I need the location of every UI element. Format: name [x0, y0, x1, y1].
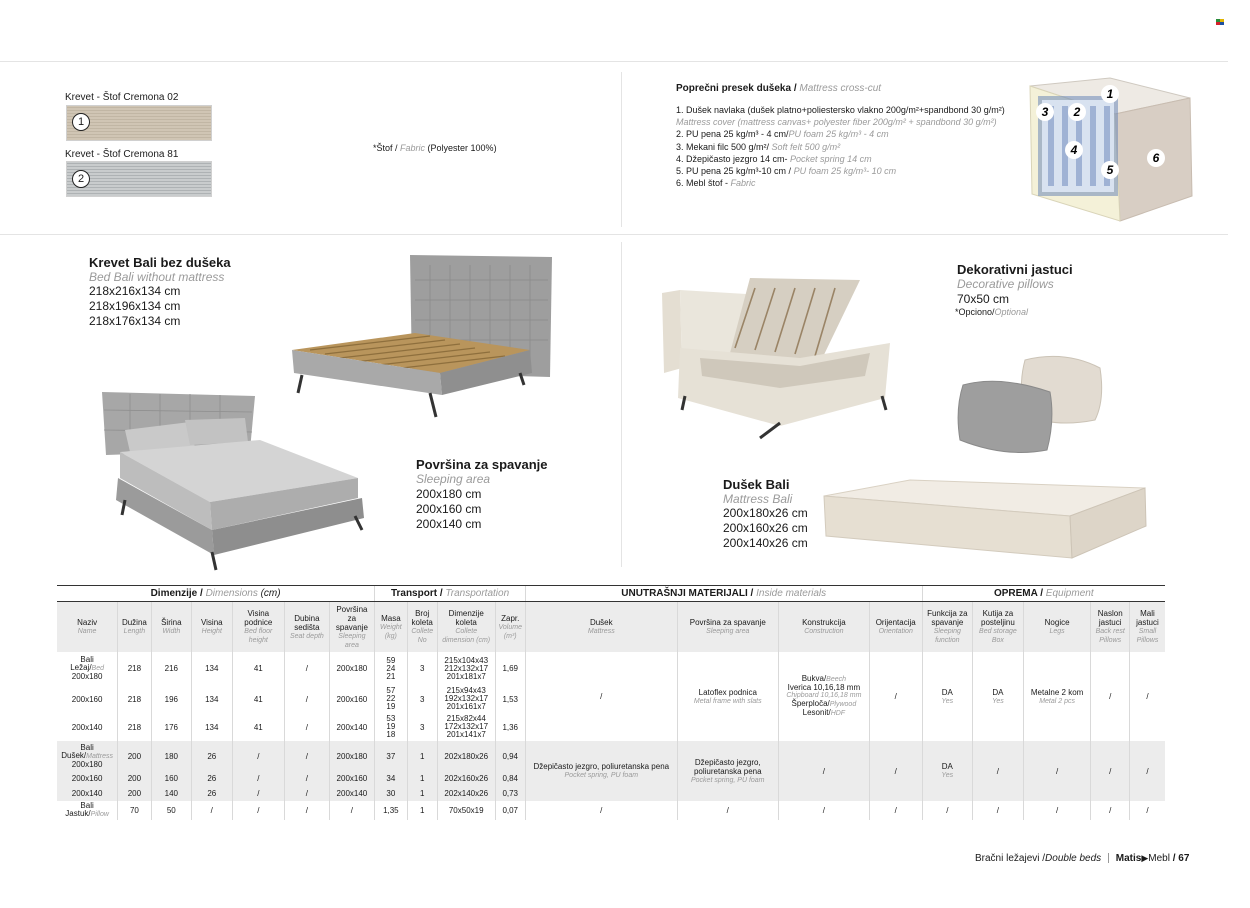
- brand-logo-icon: ▶: [1141, 853, 1149, 863]
- bed-sizes: [89, 284, 180, 329]
- table-row: Bali Ležaj/Bed 200x180 218 216 134 41 / 200x180 59 24 21 3 215x104x43 212x132x17 201x181x7 1,69 / Latoflex podnica Metal frame with slats Bukva/Beech Iverica 10,16,18 mm Chipboard 10,16,18 mm Šperploča/Plywood Lesonit/HDF / DA Yes DA Yes Metalne 2 kom Metal 2 pcs / /: [57, 652, 1165, 685]
- crosscut-item-6: 6. Mebl štof - Fabric: [676, 178, 756, 189]
- col-header: Funkcija za spavanje Sleeping function: [922, 602, 973, 653]
- pillows-title: Dekorativni jastuci: [957, 262, 1073, 277]
- mattress-size-1: 200x180x26 cm: [723, 506, 808, 520]
- table-row: Bali Dušek/Mattress 200x180 200 180 26 / / 200x180 37 1 202x180x26 0,94 Džepičasto jezgro, poliuretanska pena Pocket spring, PU foam Džepičasto jezgro, poliuretanska pena Pocket spring, PU foam / / DA Yes / / / /: [57, 741, 1165, 771]
- layer-number-2: 2: [1073, 105, 1081, 119]
- mattress-size-3: 200x140x26 cm: [723, 536, 808, 550]
- table-header-row: [57, 602, 1165, 653]
- swatch2-label: Krevet - Štof Cremona 81: [65, 149, 179, 160]
- vertical-divider-mid: [621, 242, 622, 567]
- fabric-note: [373, 143, 497, 153]
- bed-name-cell: Bali Ležaj/Bed 200x180: [70, 655, 105, 681]
- corner-logo-icon: [1216, 19, 1224, 25]
- area-subtitle: Sleeping area: [416, 472, 491, 486]
- fabric-note-suffix: (Polyester 100%): [425, 143, 497, 153]
- bed-construction-cell: Bukva/Beech Iverica 10,16,18 mm Chipboard 10,16,18 mm Šperploča/Plywood Lesonit/HDF: [778, 652, 869, 741]
- vertical-divider-top: [621, 72, 622, 227]
- bed-size-2: 218x196x134 cm: [89, 299, 181, 313]
- col-header: Broj koleta Collete No: [407, 602, 437, 653]
- col-header: Nogice Legs: [1023, 602, 1091, 653]
- swatch1-label: Krevet - Štof Cremona 02: [65, 92, 179, 103]
- table-row: 200x140 200 140 26 / / 200x140 30 1 202x140x26 0,73: [57, 786, 1165, 801]
- pillows-optional-sr: *Opciono/: [955, 307, 995, 317]
- group-dimensions: Dimenzije / Dimensions (cm): [57, 586, 375, 602]
- swatch2-number: 2: [72, 170, 90, 188]
- col-header: Mali jastuci Small Pillows: [1129, 602, 1165, 653]
- col-header: Kutija za posteljinu Bed storage Box: [973, 602, 1024, 653]
- crosscut-item-5: 5. PU pena 25 kg/m³-10 cm / PU foam 25 kg/m³- 10 cm: [676, 166, 897, 177]
- col-header: Dubina sedišta Seat depth: [285, 602, 330, 653]
- mattress-image: [820, 478, 1150, 566]
- fabric-note-en: Fabric: [400, 143, 426, 153]
- mattress-crosscut-illustration: [1020, 76, 1200, 226]
- area-size-1: 200x180 cm: [416, 487, 482, 501]
- col-header: Širina Width: [151, 602, 191, 653]
- group-equipment: OPREMA / Equipment: [922, 586, 1165, 602]
- col-header: Zapr. Volume (m³): [495, 602, 525, 653]
- pillows-optional: [955, 307, 1028, 317]
- table-row: 200x160 200 160 26 / / 200x160 34 1 202x160x26 0,84: [57, 771, 1165, 786]
- crosscut-item-1-en: Mattress cover (mattress canvas+ polyester fiber 200g/m² + spandbond 30 g/m²): [676, 117, 997, 128]
- bed-mattress-cell: /: [525, 652, 677, 741]
- crosscut-title-sr: Poprečni presek dušeka /: [676, 83, 797, 94]
- layer-number-6: 6: [1152, 151, 1160, 165]
- mattress-subtitle: Mattress Bali: [723, 492, 793, 506]
- col-header: Visina Height: [192, 602, 232, 653]
- table-row: 200x140 218 176 134 41 / 200x140 53 19 18 3 215x82x44 172x132x17 201x141x7 1,36: [57, 713, 1165, 741]
- col-header: Orijentacija Orientation: [869, 602, 922, 653]
- layer-number-1: 1: [1106, 87, 1114, 101]
- mattress-size-2: 200x160x26 cm: [723, 521, 808, 535]
- mattress-sizes: [723, 506, 808, 551]
- crosscut-title-en: Mattress cross-cut: [796, 83, 882, 94]
- footer-brand-2: Mebl: [1148, 853, 1170, 864]
- area-size-3: 200x140 cm: [416, 517, 482, 531]
- col-header: Dušek Mattress: [525, 602, 677, 653]
- pillows-optional-en: Optional: [994, 307, 1029, 317]
- footer-section-en: Double beds: [1045, 853, 1102, 864]
- area-sizes: [416, 487, 481, 532]
- bed-title: Krevet Bali bez dušeka: [89, 255, 231, 270]
- col-header: Konstrukcija Construction: [778, 602, 869, 653]
- col-header: Dužina Length: [118, 602, 151, 653]
- bed-area-cell: Latoflex podnica Metal frame with slats: [677, 652, 778, 741]
- col-header: Naziv Name: [57, 602, 118, 653]
- crosscut-item-2: 2. PU pena 25 kg/m³ - 4 cm/PU foam 25 kg/m³ - 4 cm: [676, 129, 889, 140]
- top-divider: [0, 61, 1228, 62]
- storage-bed-image: [660, 248, 900, 438]
- mid-divider: [0, 234, 1228, 235]
- fabric-note-prefix: *Štof /: [373, 143, 401, 153]
- group-transport: Transport / Transportation: [375, 586, 526, 602]
- col-header: Površina za spavanje Sleeping area: [329, 602, 375, 653]
- area-size-2: 200x160 cm: [416, 502, 482, 516]
- decorative-pillows-image: [955, 350, 1105, 460]
- col-header: Visina podnice Bed floor height: [232, 602, 285, 653]
- pillows-size: 70x50 cm: [957, 292, 1010, 306]
- mattress-title: Dušek Bali: [723, 477, 790, 492]
- area-title: Površina za spavanje: [416, 457, 548, 472]
- crosscut-title: [676, 83, 881, 94]
- bed-size-1: 218x216x134 cm: [89, 284, 181, 298]
- col-header: Dimenzije koleta Collete dimension (cm): [437, 602, 495, 653]
- col-header: Naslon jastuci Back rest Pillows: [1091, 602, 1129, 653]
- spec-table: [57, 585, 1165, 820]
- layer-number-4: 4: [1070, 143, 1078, 157]
- bed-with-mattress-image: [100, 390, 370, 570]
- pillow-name-cell: Bali Jastuk/Pillow: [65, 801, 109, 818]
- col-header: Površina za spavanje Sleeping area: [677, 602, 778, 653]
- pillows-subtitle: Decorative pillows: [957, 277, 1054, 291]
- crosscut-list: [676, 104, 1016, 189]
- footer-brand: Matis: [1115, 853, 1142, 864]
- mattress-name-cell: Bali Dušek/Mattress 200x180: [57, 741, 118, 771]
- layer-number-5: 5: [1106, 163, 1114, 177]
- crosscut-item-3: 3. Mekani filc 500 g/m²/ Soft felt 500 g/m²: [676, 141, 841, 152]
- col-header: Masa Weight (kg): [375, 602, 407, 653]
- table-group-header-row: [57, 586, 1165, 602]
- swatch1-number: 1: [72, 113, 90, 131]
- layer-number-3: 3: [1041, 105, 1049, 119]
- page-footer: [975, 853, 1189, 864]
- bed-subtitle: Bed Bali without mattress: [89, 270, 225, 284]
- bed-size-3: 218x176x134 cm: [89, 314, 181, 328]
- page-number: / 67: [1172, 853, 1190, 864]
- group-inside-materials: UNUTRAŠNJI MATERIJALI / Inside materials: [525, 586, 922, 602]
- footer-section: Bračni ležajevi /: [975, 853, 1046, 864]
- table-row: 200x160 218 196 134 41 / 200x160 57 22 19 3 215x94x43 192x132x17 201x161x7 1,53: [57, 685, 1165, 713]
- table-row: Bali Jastuk/Pillow 70 50 / / / / 1,35 1 70x50x19 0,07 / / / / / / / / /: [57, 801, 1165, 820]
- crosscut-item-4: 4. Džepičasto jezgro 14 cm- Pocket spring 14 cm: [676, 153, 872, 164]
- crosscut-item-1: 1. Dušek navlaka (dušek platno+poliestersko vlakno 200g/m²+spandbond 30 g/m²): [676, 105, 1005, 115]
